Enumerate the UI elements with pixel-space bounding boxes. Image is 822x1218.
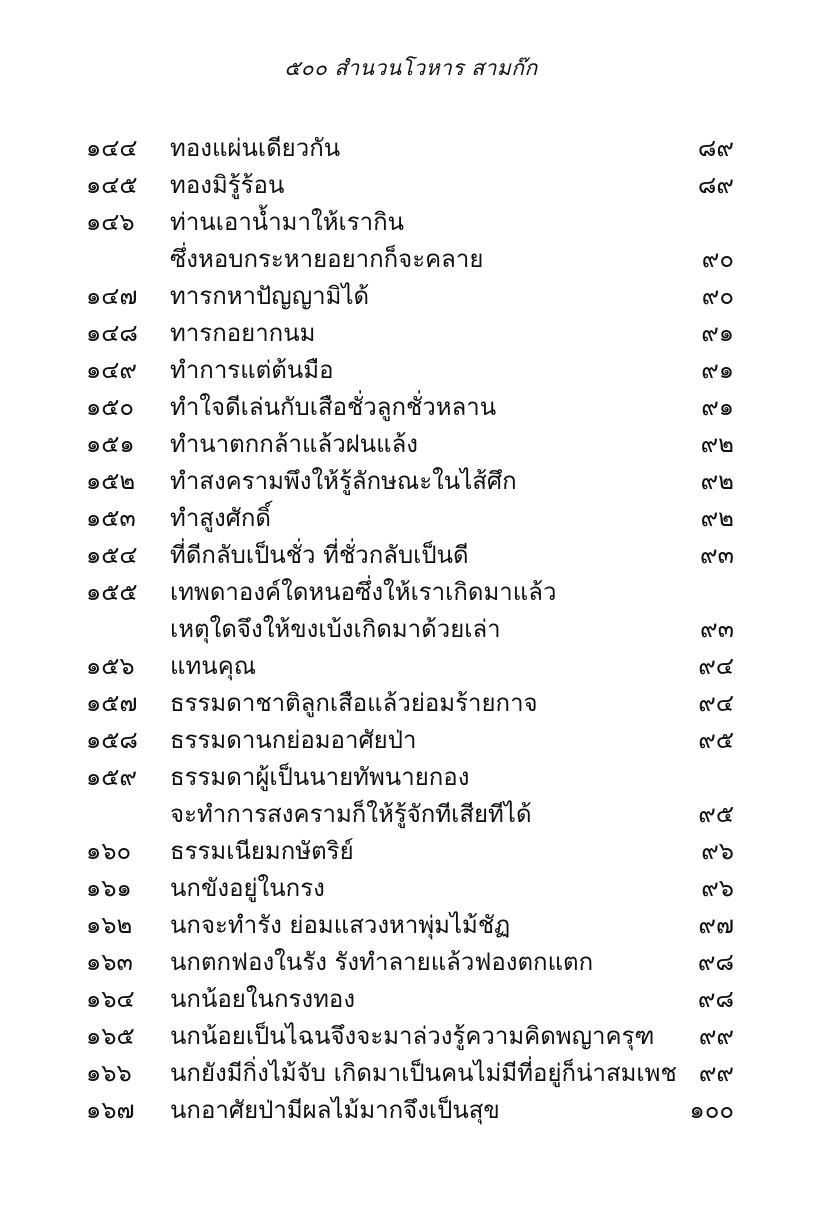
- entry-title: ทำการแต่ต้นมือ: [170, 356, 334, 384]
- entry-page-number: ๙๒: [700, 467, 734, 495]
- entry-page-number: ๙๘: [697, 948, 734, 976]
- entry-number: ๑๖๓: [86, 948, 133, 976]
- entry-title: ธรรมดาชาติลูกเสือแล้วย่อมร้ายกาจ: [170, 689, 538, 717]
- entry-number: ๑๖๐: [86, 837, 132, 865]
- toc-entry: [0, 944, 822, 981]
- toc-entry: [0, 1092, 822, 1129]
- entry-page-number: ๙๐: [701, 282, 734, 310]
- toc-entry: [0, 574, 822, 611]
- entry-title: ท่านเอาน้ำมาให้เรากิน: [170, 208, 405, 236]
- toc-entry: [0, 611, 822, 648]
- entry-number: ๑๔๔: [86, 134, 138, 162]
- entry-title: ทำสูงศักดิ์: [170, 504, 272, 532]
- toc-entry: [0, 389, 822, 426]
- entry-page-number: ๙๗: [698, 911, 734, 939]
- entry-title: แทนคุณ: [170, 652, 257, 680]
- toc-entry: [0, 278, 822, 315]
- entry-page-number: ๙๕: [698, 726, 734, 754]
- toc-entry: [0, 648, 822, 685]
- entry-page-number: ๙๔: [698, 652, 734, 680]
- entry-title: ทารกอยากนม: [170, 319, 316, 347]
- toc-entry: [0, 500, 822, 537]
- entry-title: นกน้อยเป็นไฉนจึงจะมาล่วงรู้ความคิดพญาครุฑ: [170, 1022, 655, 1050]
- toc-entry: [0, 870, 822, 907]
- entry-number: ๑๔๙: [86, 356, 137, 384]
- entry-page-number: ๙๙: [698, 1022, 734, 1050]
- entry-page-number: ๙๖: [701, 874, 734, 902]
- entry-title: ทองแผ่นเดียวกัน: [170, 134, 341, 162]
- table-of-contents: [0, 130, 822, 1129]
- toc-entry: [0, 130, 822, 167]
- entry-title: นกอาศัยป่ามีผลไม้มากจึงเป็นสุข: [170, 1096, 500, 1124]
- entry-number: ๑๕๔: [86, 541, 138, 569]
- toc-entry: [0, 1018, 822, 1055]
- toc-entry: [0, 241, 822, 278]
- toc-entry: [0, 315, 822, 352]
- entry-title: ทำนาตกกล้าแล้วฝนแล้ง: [170, 430, 419, 458]
- entry-number: ๑๖๔: [86, 985, 135, 1013]
- entry-number: ๑๖๒: [86, 911, 133, 939]
- entry-page-number: ๙๙: [698, 1059, 734, 1087]
- entry-number: ๑๔๕: [86, 171, 138, 199]
- entry-page-number: ๙๑: [701, 319, 734, 347]
- toc-entry: [0, 204, 822, 241]
- entry-number: ๑๕๓: [86, 504, 136, 532]
- entry-page-number: ๙๐: [701, 245, 734, 273]
- entry-title: นกน้อยในกรงทอง: [170, 985, 356, 1013]
- entry-title: เทพดาองค์ใดหนอซึ่งให้เราเกิดมาแล้ว: [170, 578, 557, 606]
- entry-number: ๑๖๑: [86, 874, 132, 902]
- entry-title: ธรรมดาผู้เป็นนายทัพนายกอง: [170, 763, 470, 791]
- entry-number: ๑๕๕: [86, 578, 138, 606]
- entry-number: ๑๕๘: [86, 726, 138, 754]
- entry-number: ๑๖๕: [86, 1022, 135, 1050]
- toc-entry: [0, 463, 822, 500]
- entry-page-number: ๙๒: [700, 430, 734, 458]
- toc-entry: [0, 833, 822, 870]
- entry-title: จะทำการสงครามก็ให้รู้จักทีเสียทีได้: [170, 800, 532, 828]
- entry-title: เหตุใดจึงให้ขงเบ้งเกิดมาด้วยเล่า: [170, 615, 501, 643]
- entry-page-number: ๙๒: [700, 504, 734, 532]
- entry-number: ๑๖๖: [86, 1059, 132, 1087]
- toc-entry: [0, 759, 822, 796]
- entry-title: ทำสงครามพึงให้รู้ลักษณะในไส้ศึก: [170, 467, 517, 495]
- entry-number: ๑๕๐: [86, 393, 135, 421]
- entry-title: นกตกฟองในรัง รังทำลายแล้วฟองตกแตก: [170, 948, 594, 976]
- entry-title: ธรรมเนียมกษัตริย์: [170, 837, 354, 865]
- entry-page-number: ๙๖: [701, 837, 734, 865]
- entry-title: ทารกหาปัญญามิได้: [170, 282, 370, 310]
- entry-page-number: ๙๔: [698, 689, 734, 717]
- entry-page-number: ๙๑: [701, 356, 734, 384]
- entry-number: ๑๕๙: [86, 763, 137, 791]
- entry-title: นกยังมีกิ่งไม้จับ เกิดมาเป็นคนไม่มีที่อยู่ก็น่าสมเพช: [170, 1059, 677, 1087]
- page-header: ๕๐๐ สำนวนโวหาร สามก๊ก: [284, 56, 538, 80]
- toc-entry: [0, 537, 822, 574]
- entry-page-number: ๙๘: [697, 985, 734, 1013]
- entry-page-number: ๘๙: [697, 134, 734, 162]
- entry-number: ๑๕๗: [86, 689, 138, 717]
- toc-entry: [0, 167, 822, 204]
- entry-title: นกจะทำรัง ย่อมแสวงหาพุ่มไม้ชัฏ: [170, 911, 511, 939]
- toc-entry: [0, 981, 822, 1018]
- toc-entry: [0, 907, 822, 944]
- entry-title: ทำใจดีเล่นกับเสือชั่วลูกชั่วหลาน: [170, 393, 497, 421]
- entry-title: ซึ่งหอบกระหายอยากก็จะคลาย: [170, 245, 484, 273]
- entry-number: ๑๕๑: [86, 430, 135, 458]
- entry-title: ทองมิรู้ร้อน: [170, 171, 285, 199]
- toc-entry: [0, 796, 822, 833]
- entry-page-number: ๑๐๐: [689, 1096, 734, 1124]
- entry-number: ๑๕๒: [86, 467, 136, 495]
- entry-title: ที่ดีกลับเป็นชั่ว ที่ชั่วกลับเป็นดี: [170, 541, 469, 569]
- entry-number: ๑๔๘: [86, 319, 138, 347]
- toc-entry: [0, 722, 822, 759]
- entry-title: นกขังอยู่ในกรง: [170, 874, 325, 902]
- entry-page-number: ๙๓: [700, 541, 734, 569]
- toc-entry: [0, 685, 822, 722]
- entry-number: ๑๔๖: [86, 208, 135, 236]
- entry-title: ธรรมดานกย่อมอาศัยป่า: [170, 726, 417, 754]
- toc-entry: [0, 1055, 822, 1092]
- entry-page-number: ๙๕: [698, 800, 734, 828]
- entry-number: ๑๖๗: [86, 1096, 135, 1124]
- entry-page-number: ๘๙: [697, 171, 734, 199]
- toc-entry: [0, 352, 822, 389]
- entry-page-number: ๙๑: [701, 393, 734, 421]
- entry-page-number: ๙๓: [700, 615, 734, 643]
- toc-entry: [0, 426, 822, 463]
- entry-number: ๑๔๗: [86, 282, 138, 310]
- entry-number: ๑๕๖: [86, 652, 135, 680]
